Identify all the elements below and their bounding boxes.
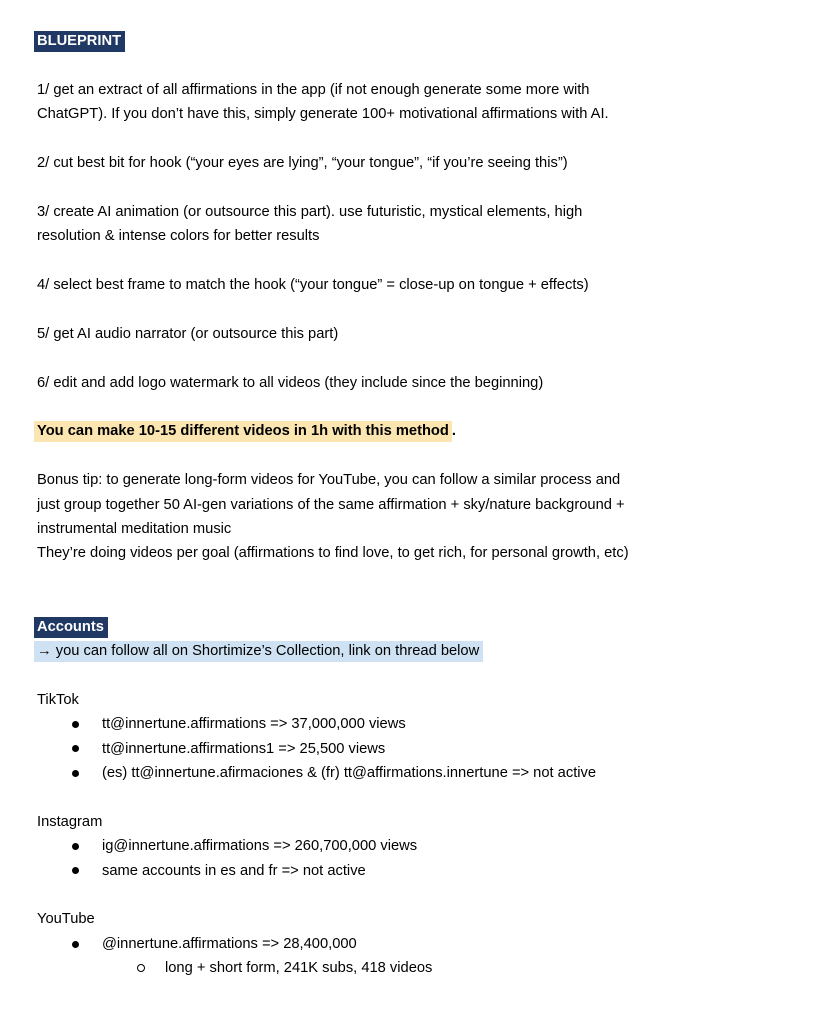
platform-tiktok-title: TikTok: [37, 691, 79, 708]
list-item: [37, 932, 796, 956]
platform-youtube: [37, 907, 796, 980]
accounts-section-header: [37, 615, 796, 664]
step-4-line-1: 4/ select best frame to match the hook (“your tongue” = close-up on tongue + effects): [37, 277, 589, 293]
bonus-line-4: They’re doing videos per goal (affirmations to find love, to get rich, for personal growth, etc): [37, 545, 629, 562]
bullet-icon: [72, 834, 102, 858]
youtube-account-1: @innertune.affirmations => 28,400,000: [102, 935, 357, 952]
step-3-line-2: resolution & intense colors for better results: [37, 228, 320, 245]
bonus-line-1: Bonus tip: to generate long-form videos for YouTube, you can follow a similar process and: [37, 472, 621, 489]
step-5-line-1: 5/ get AI audio narrator (or outsource this part): [37, 325, 339, 342]
accounts-heading: Accounts: [34, 617, 108, 638]
list-item: [37, 834, 796, 858]
bonus-line-3: instrumental meditation music: [37, 521, 232, 537]
tiktok-account-2: tt@innertune.affirmations1 => 25,500 views: [102, 740, 386, 757]
list-item: [37, 859, 796, 883]
bonus-tip-paragraph: [37, 468, 796, 566]
youtube-account-1-detail: long + short form, 241K subs, 418 videos: [165, 960, 433, 977]
step-3-paragraph: [37, 200, 796, 249]
bullet-icon: [72, 761, 102, 785]
method-callout: [37, 419, 796, 443]
hollow-bullet-icon: [137, 956, 165, 980]
blueprint-section-header: [37, 29, 796, 53]
tiktok-account-3: (es) tt@innertune.afirmaciones & (fr) tt@affirmations.innertune => not active: [102, 765, 597, 782]
sub-list-item: [37, 956, 796, 980]
accounts-note: → you can follow all on Shortimize’s Collection, link on thread below: [34, 641, 483, 662]
step-1-line-2: ChatGPT). If you don’t have this, simply generate 100+ motivational affirmations with AI.: [37, 106, 609, 123]
method-callout-text: You can make 10-15 different videos in 1h with this method: [34, 421, 452, 442]
instagram-account-1: ig@innertune.affirmations => 260,700,000 views: [102, 838, 418, 855]
step-2-paragraph: [37, 151, 796, 175]
platform-instagram: [37, 810, 796, 883]
step-5-paragraph: [37, 322, 796, 346]
bullet-icon: [72, 932, 102, 956]
platform-instagram-title: Instagram: [37, 813, 103, 830]
tiktok-account-1: tt@innertune.affirmations => 37,000,000 views: [102, 716, 406, 733]
step-1-paragraph: [37, 78, 796, 127]
bullet-icon: [72, 859, 102, 883]
blueprint-heading: BLUEPRINT: [34, 31, 125, 52]
list-item: [37, 737, 796, 761]
platform-youtube-title: YouTube: [37, 911, 95, 928]
step-6-line-1: 6/ edit and add logo watermark to all videos (they include since the beginning): [37, 374, 544, 391]
platform-tiktok: [37, 688, 796, 786]
instagram-account-2: same accounts in es and fr => not active: [102, 862, 366, 879]
step-6-paragraph: [37, 371, 796, 395]
step-1-line-1: 1/ get an extract of all affirmations in the app (if not enough generate some more with: [37, 81, 590, 98]
step-3-line-1: 3/ create AI animation (or outsource this part). use futuristic, mystical elements, high: [37, 203, 583, 220]
list-item: [37, 761, 796, 785]
method-callout-period: .: [451, 423, 456, 440]
step-4-paragraph: [37, 273, 796, 297]
step-2-line-1: 2/ cut best bit for hook (“your eyes are lying”, “your tongue”, “if you’re seeing this”): [37, 155, 568, 171]
bullet-icon: [72, 737, 102, 761]
bonus-line-2: just group together 50 AI-gen variations of the same affirmation + sky/nature background +: [37, 496, 625, 513]
bullet-icon: [72, 712, 102, 736]
list-item: [37, 712, 796, 736]
